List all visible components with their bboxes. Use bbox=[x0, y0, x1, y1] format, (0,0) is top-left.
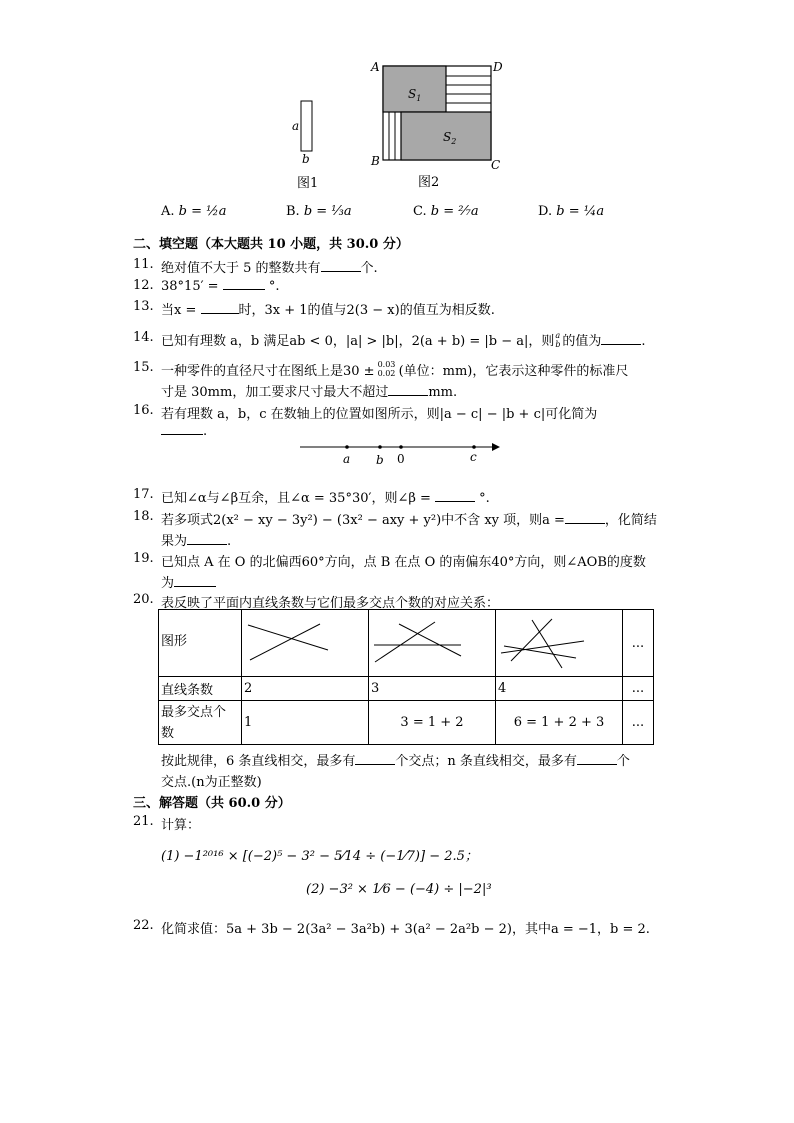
arrow-icon bbox=[492, 443, 500, 451]
row-header-points: 最多交点个数 bbox=[159, 701, 242, 745]
question-15-line1: 一种零件的直径尺寸在图纸上是30 ± 0.03 0.02 (单位：mm)，它表示这种零件的标准尺 bbox=[161, 360, 629, 379]
fig2-caption: 图2 bbox=[418, 175, 440, 190]
fig1-rectangle bbox=[301, 101, 312, 151]
row-header-lines: 直线条数 bbox=[159, 677, 242, 701]
row-header-figure: 图形 bbox=[159, 610, 242, 677]
fig2-label-a: A bbox=[371, 60, 380, 74]
answer-blank[interactable] bbox=[577, 753, 617, 765]
question-19-line2: 为 bbox=[161, 572, 216, 591]
choice-a[interactable]: A. b = ½a bbox=[161, 204, 227, 219]
question-11: 绝对值不大于 5 的整数共有 个. bbox=[161, 261, 378, 276]
choice-b[interactable]: B. b = ⅓a bbox=[286, 204, 352, 219]
question-number: 11. bbox=[133, 257, 154, 272]
question-17: 已知∠α与∠β互余，且∠α = 35°30′，则∠β = °. bbox=[161, 491, 490, 506]
axis-label-b: b bbox=[376, 453, 384, 467]
question-number: 15. bbox=[133, 360, 154, 375]
question-22: 化简求值：5a + 3b − 2(3a² − 3a²b) + 3(a² − 2a²b − 2)，其中a = −1，b = 2. bbox=[161, 922, 650, 937]
fig2-label-d: D bbox=[493, 60, 503, 74]
question-20-title: 表反映了平面内直线条数与它们最多交点个数的对应关系： bbox=[161, 596, 500, 611]
axis-label-c: c bbox=[470, 450, 477, 464]
question-21-part2: (2) −3² × 1⁄6 − (−4) ÷ |−2|³ bbox=[306, 882, 492, 897]
lines-count-cell: 2 bbox=[242, 677, 369, 701]
question-19-line1: 已知点 A 在 O 的北偏西60°方向，点 B 在点 O 的南偏东40°方向，则∠AOB的度数 bbox=[161, 555, 646, 570]
fig1-caption: 图1 bbox=[297, 176, 319, 191]
lines-count-cell: 3 bbox=[369, 677, 496, 701]
axis-label-zero: 0 bbox=[397, 452, 405, 466]
fig1-label-a: a bbox=[292, 119, 300, 133]
fig2-label-b: B bbox=[371, 154, 380, 168]
answer-blank[interactable] bbox=[565, 512, 605, 524]
question-number: 17. bbox=[133, 487, 154, 502]
figure-3-lines bbox=[369, 610, 496, 677]
question-13: 当x = 时，3x + 1的值与2(3 − x)的值互为相反数. bbox=[161, 303, 495, 318]
answer-blank[interactable] bbox=[223, 278, 265, 290]
fig2-label-c: C bbox=[491, 158, 501, 172]
answer-blank[interactable] bbox=[388, 384, 428, 396]
question-20-after-line1: 按此规律，6 条直线相交，最多有 个交点；n 条直线相交，最多有 个 bbox=[161, 754, 630, 769]
answer-blank[interactable] bbox=[174, 575, 216, 587]
question-number: 13. bbox=[133, 299, 154, 314]
answer-blank[interactable] bbox=[187, 533, 227, 545]
axis-label-a: a bbox=[343, 452, 351, 466]
section-title-solve: 三、解答题（共 60.0 分） bbox=[133, 796, 291, 811]
section-title-fill-blank: 二、填空题（本大题共 10 小题，共 30.0 分） bbox=[133, 237, 409, 252]
figure-4-lines bbox=[496, 610, 623, 677]
question-number: 14. bbox=[133, 330, 154, 345]
lines-intersections-table bbox=[158, 609, 654, 745]
question-16-line2: . bbox=[161, 423, 207, 439]
lines-count-cell: 4 bbox=[496, 677, 623, 701]
question-number: 20. bbox=[133, 592, 154, 607]
question-20-after-line2: 交点.(n为正整数) bbox=[161, 775, 262, 790]
answer-blank[interactable] bbox=[201, 302, 239, 314]
answer-blank[interactable] bbox=[355, 753, 395, 765]
fig2-label-s1: $S_1$ bbox=[408, 87, 422, 103]
question-21-title: 计算： bbox=[161, 818, 201, 833]
points-count-cell: 6 = 1 + 2 + 3 bbox=[496, 701, 623, 745]
answer-blank[interactable] bbox=[161, 423, 203, 435]
ellipsis-cell: ... bbox=[623, 610, 654, 677]
question-18-line1: 若多项式2(x² − xy − 3y²) − (3x² − axy + y²)中不含 xy 项，则a = ，化简结 bbox=[161, 513, 657, 528]
question-number: 22. bbox=[133, 918, 154, 933]
question-18-line2: 果为 . bbox=[161, 534, 232, 549]
points-count-cell: 3 = 1 + 2 bbox=[369, 701, 496, 745]
fig2-label-s2: $S_2$ bbox=[443, 130, 457, 146]
figure-2-lines bbox=[242, 610, 369, 677]
answer-blank[interactable] bbox=[601, 333, 641, 345]
number-line bbox=[296, 436, 506, 468]
figure-area bbox=[280, 55, 520, 195]
question-number: 18. bbox=[133, 509, 154, 524]
question-12: 38°15′ = °. bbox=[161, 279, 280, 294]
choice-c[interactable]: C. b = ²⁄₇a bbox=[413, 204, 479, 219]
fig1-label-b: b bbox=[302, 152, 310, 166]
question-21-part1: (1) −1²⁰¹⁶ × [(−2)⁵ − 3² − 5⁄14 ÷ (−1⁄7)] − 2.5； bbox=[161, 849, 478, 864]
question-15-line2: 寸是 30mm，加工要求尺寸最大不超过 mm. bbox=[161, 385, 458, 400]
question-number: 16. bbox=[133, 403, 154, 418]
points-count-cell: 1 bbox=[242, 701, 369, 745]
points-count-cell: ... bbox=[623, 701, 654, 745]
question-14: 已知有理数 a，b 满足ab < 0，|a| > |b|，2(a + b) = |b − a|，则 a b 的值为 . bbox=[161, 331, 646, 349]
choice-d[interactable]: D. b = ¼a bbox=[538, 204, 605, 219]
question-number: 12. bbox=[133, 278, 154, 293]
lines-count-cell: ... bbox=[623, 677, 654, 701]
question-number: 19. bbox=[133, 551, 154, 566]
answer-blank[interactable] bbox=[321, 260, 361, 272]
question-number: 21. bbox=[133, 814, 154, 829]
answer-blank[interactable] bbox=[435, 490, 475, 502]
question-16-line1: 若有理数 a，b，c 在数轴上的位置如图所示，则|a − c| − |b + c|可化简为 bbox=[161, 407, 598, 422]
